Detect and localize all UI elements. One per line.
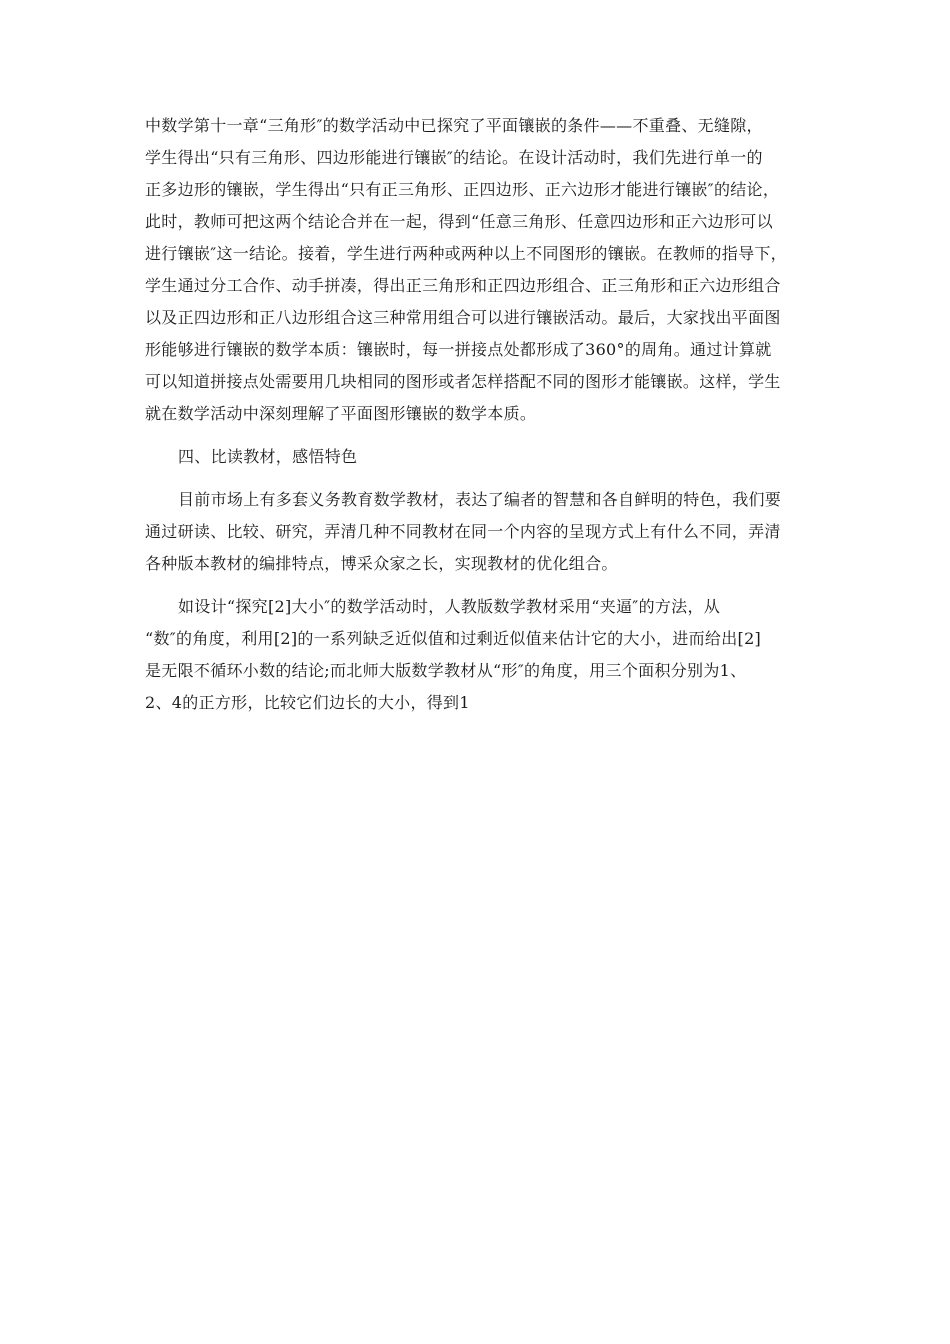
text-line: 就在数学活动中深刻理解了平面图形镶嵌的数学本质。 [145,404,537,423]
text-line: 形能够进行镶嵌的数学本质：镶嵌时，每一拼接点处都形成了360°的周角。通过计算就 [145,340,772,359]
text-line: 如设计“探究[2]大小″的数学活动时，人教版数学教材采用“夹逼″的方法，从 [178,597,721,616]
text-line: 可以知道拼接点处需要用几块相同的图形或者怎样搭配不同的图形才能镶嵌。这样，学生 [145,372,781,391]
text-line: 学生通过分工合作、动手拼凑，得出正三角形和正四边形组合、正三角形和正六边形组合 [145,276,781,295]
text-line: 进行镶嵌″这一结论。接着，学生进行两种或两种以上不同图形的镶嵌。在教师的指导下， [145,244,787,263]
text-line: 目前市场上有多套义务教育数学教材，表达了编者的智慧和各自鲜明的特色，我们要 [178,490,782,509]
text-line: 通过研读、比较、研究，弄清几种不同教材在同一个内容的呈现方式上有什么不同，弄清 [145,522,781,541]
text-line: 学生得出“只有三角形、四边形能进行镶嵌″的结论。在设计活动时，我们先进行单一的 [145,148,763,167]
text-line: 正多边形的镶嵌，学生得出“只有正三角形、正四边形、正六边形才能进行镶嵌″的结论， [145,180,780,199]
text-line: 各种版本教材的编排特点，博采众家之长，实现教材的优化组合。 [145,554,618,573]
text-line: 2、4的正方形，比较它们边长的大小，得到1 [145,693,470,712]
text-line: 以及正四边形和正八边形组合这三种常用组合可以进行镶嵌活动。最后，大家找出平面图 [145,308,781,327]
section-heading: 四、比读教材，感悟特色 [178,447,358,466]
text-line: 中数学第十一章“三角形″的数学活动中已探究了平面镶嵌的条件——不重叠、无缝隙， [145,116,763,135]
text-line: 是无限不循环小数的结论;而北师大版数学教材从“形″的角度，用三个面积分别为1、 [145,661,747,680]
text-line: “数″的角度，利用[2]的一系列缺乏近似值和过剩近似值来估计它的大小，进而给出[2] [145,629,762,648]
text-line: 此时，教师可把这两个结论合并在一起，得到“任意三角形、任意四边形和正六边形可以 [145,212,773,231]
